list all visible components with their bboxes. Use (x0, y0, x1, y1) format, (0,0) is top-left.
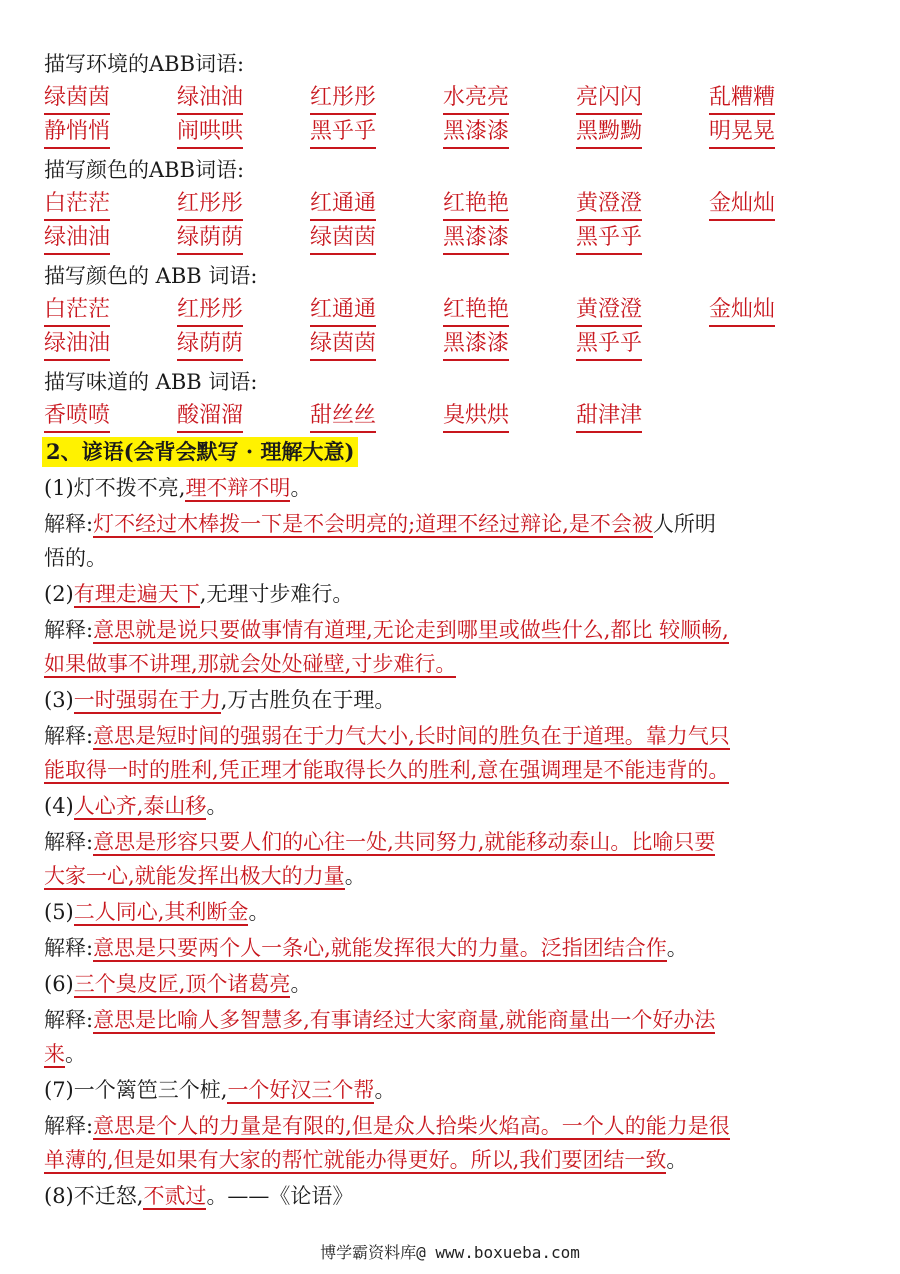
abb-row (44, 296, 864, 328)
abb-word: 绿荫荫 (177, 330, 243, 361)
abb-word: 水亮亮 (443, 84, 509, 115)
proverb-number: (8) (44, 1184, 74, 1208)
abb-word: 黑乎乎 (310, 118, 376, 149)
proverb-part2: ,顶个诸葛亮 (178, 972, 291, 996)
proverb-part2: ,万古胜负在于理。 (220, 688, 396, 712)
abb-row (44, 402, 864, 434)
proverb-number: (7) (44, 1078, 74, 1102)
explanation-line (44, 544, 107, 572)
explain-label: 解释: (44, 936, 94, 960)
abb-word: 香喷喷 (44, 402, 110, 433)
explanation-line (44, 1006, 715, 1034)
explain-label: 解释: (44, 512, 94, 536)
abb-word: 绿茵茵 (310, 224, 376, 255)
abb-word: 黑乎乎 (576, 224, 642, 255)
explanation-text: 灯不经过木棒拨一下是不会明亮的;道理不经过辩论,是不会被 (93, 512, 653, 536)
abb-heading-environment: 描写环境的ABB词语: (44, 52, 245, 76)
proverb-part2: 一个好汉三个帮 (227, 1078, 375, 1102)
explanation-line (44, 1112, 730, 1140)
explain-label: 解释: (44, 724, 94, 748)
abb-word: 红彤彤 (177, 190, 243, 221)
proverb-tail: 。 (374, 1078, 396, 1102)
proverb-line (44, 686, 395, 714)
proverb-number: (6) (44, 972, 74, 996)
explanation-text: 意思就是说只要做事情有道理,无论走到哪里或做些什么,都比 较顺畅, (93, 618, 729, 642)
proverb-line (44, 970, 311, 998)
explanation-text: 意思是形容只要人们的心往一处,共同努力,就能移动泰山。比喻只要 (93, 830, 716, 854)
abb-word: 黑漆漆 (443, 330, 509, 361)
proverb-part1: 不迁怒, (73, 1184, 144, 1208)
abb-row (44, 190, 864, 222)
abb-word: 绿茵茵 (310, 330, 376, 361)
abb-word: 红艳艳 (443, 190, 509, 221)
explanation-line (44, 934, 688, 962)
proverb-line (44, 792, 227, 820)
proverb-number: (5) (44, 900, 74, 924)
proverb-part2: ,无理寸步难行。 (199, 582, 354, 606)
abb-word: 黄澄澄 (576, 296, 642, 327)
proverb-tail: 。 (206, 794, 228, 818)
explanation-line (44, 1146, 687, 1174)
explanation-line (44, 510, 716, 538)
explanation-text: 意思是个人的力量是有限的,但是众人拾柴火焰高。一个人的能力是很 (93, 1114, 730, 1138)
abb-word: 亮闪闪 (576, 84, 642, 115)
abb-heading-taste: 描写味道的 ABB 词语: (44, 370, 258, 394)
proverb-tail: 。 (248, 900, 270, 924)
abb-word: 黑漆漆 (443, 118, 509, 149)
explanation-line (44, 756, 729, 784)
explanation-text: 意思是比喻人多智慧多,有事请经过大家商量,就能商量出一个好办法 (93, 1008, 716, 1032)
abb-word: 红彤彤 (177, 296, 243, 327)
abb-word: 白茫茫 (44, 190, 110, 221)
abb-word: 黑黝黝 (576, 118, 642, 149)
abb-heading-color-repeat: 描写颜色的 ABB 词语: (44, 264, 258, 288)
abb-word: 绿油油 (44, 224, 110, 255)
explanation-line (44, 722, 730, 750)
explanation-text: 意思是只要两个人一条心,就能发挥很大的力量。泛指团结合作 (93, 936, 667, 960)
proverb-part1: 人心齐 (73, 794, 137, 818)
abb-word: 金灿灿 (709, 190, 775, 221)
abb-word: 臭烘烘 (443, 402, 509, 433)
abb-word: 明晃晃 (709, 118, 775, 149)
explanation-text: 。 (666, 936, 688, 960)
explanation-line (44, 1040, 86, 1068)
explanation-text: 单薄的,但是如果有大家的帮忙就能办得更好。所以,我们要团结一致 (44, 1148, 667, 1172)
explain-label: 解释: (44, 1008, 94, 1032)
proverb-tail: 。 (290, 476, 312, 500)
abb-word: 静悄悄 (44, 118, 110, 149)
abb-word: 黑乎乎 (576, 330, 642, 361)
abb-row (44, 330, 864, 362)
abb-word: 闹哄哄 (177, 118, 243, 149)
explanation-line (44, 616, 729, 644)
proverb-line (44, 580, 353, 608)
explanation-line (44, 650, 456, 678)
proverb-part2: ,泰山移 (136, 794, 207, 818)
proverb-line (44, 898, 269, 926)
abb-word: 黑漆漆 (443, 224, 509, 255)
proverb-part1: 二人同心 (73, 900, 158, 924)
proverb-part1: 灯不拨不亮, (73, 476, 186, 500)
abb-word: 酸溜溜 (177, 402, 243, 433)
explanation-text: 人所明 (652, 512, 716, 536)
abb-word: 白茫茫 (44, 296, 110, 327)
explain-label: 解释: (44, 830, 94, 854)
proverb-number: (3) (44, 688, 74, 712)
abb-word: 黄澄澄 (576, 190, 642, 221)
proverb-part2: 不贰过 (143, 1184, 207, 1208)
proverb-line (44, 1182, 353, 1210)
explanation-text: 。 (344, 864, 366, 888)
explanation-text: 。 (666, 1148, 688, 1172)
abb-word: 红艳艳 (443, 296, 509, 327)
explanation-line (44, 828, 715, 856)
abb-row (44, 84, 864, 116)
proverb-part1: 三个臭皮匠 (73, 972, 179, 996)
explanation-text: 来 (44, 1042, 65, 1066)
explain-label: 解释: (44, 618, 94, 642)
abb-row (44, 224, 864, 256)
proverb-number: (4) (44, 794, 74, 818)
abb-word: 红通通 (310, 296, 376, 327)
abb-word: 绿荫荫 (177, 224, 243, 255)
explanation-text: 如果做事不讲理,那就会处处碰壁,寸步难行。 (44, 652, 457, 676)
explanation-text: 悟的。 (44, 546, 107, 570)
abb-word: 红通通 (310, 190, 376, 221)
proverb-tail: 。——《论语》 (206, 1184, 354, 1208)
proverb-tail: 。 (290, 972, 312, 996)
proverb-number: (1) (44, 476, 74, 500)
proverb-line (44, 1076, 395, 1104)
abb-word: 金灿灿 (709, 296, 775, 327)
abb-word: 绿茵茵 (44, 84, 110, 115)
abb-word: 绿油油 (177, 84, 243, 115)
abb-word: 甜丝丝 (310, 402, 376, 433)
proverb-number: (2) (44, 582, 74, 606)
abb-word: 绿油油 (44, 330, 110, 361)
proverb-section-title: 2、谚语(会背会默写 · 理解大意) (42, 437, 358, 467)
footer-watermark-text: 博学霸资料库@ www.boxueba.com (320, 1243, 580, 1262)
explanation-text: 能取得一时的胜利,凭正理才能取得长久的胜利,意在强调理是不能违背的。 (44, 758, 730, 782)
explanation-text: 意思是短时间的强弱在于力气大小,长时间的胜负在于道理。靠力气只 (93, 724, 730, 748)
explanation-line (44, 862, 366, 890)
explain-label: 解释: (44, 1114, 94, 1138)
proverb-line (44, 474, 311, 502)
proverb-part2: ,其利断金 (157, 900, 249, 924)
proverb-part1: 一时强弱在于力 (73, 688, 221, 712)
proverb-part1: 一个篱笆三个桩, (73, 1078, 228, 1102)
explanation-text: 大家一心,就能发挥出极大的力量 (44, 864, 345, 888)
abb-row (44, 118, 864, 150)
proverb-part1: 有理走遍天下 (73, 582, 200, 606)
abb-word: 甜津津 (576, 402, 642, 433)
abb-word: 乱糟糟 (709, 84, 775, 115)
proverb-part2: 理不辩不明 (185, 476, 291, 500)
abb-word: 红彤彤 (310, 84, 376, 115)
explanation-text: 。 (65, 1042, 86, 1066)
abb-heading-color: 描写颜色的ABB词语: (44, 158, 245, 182)
